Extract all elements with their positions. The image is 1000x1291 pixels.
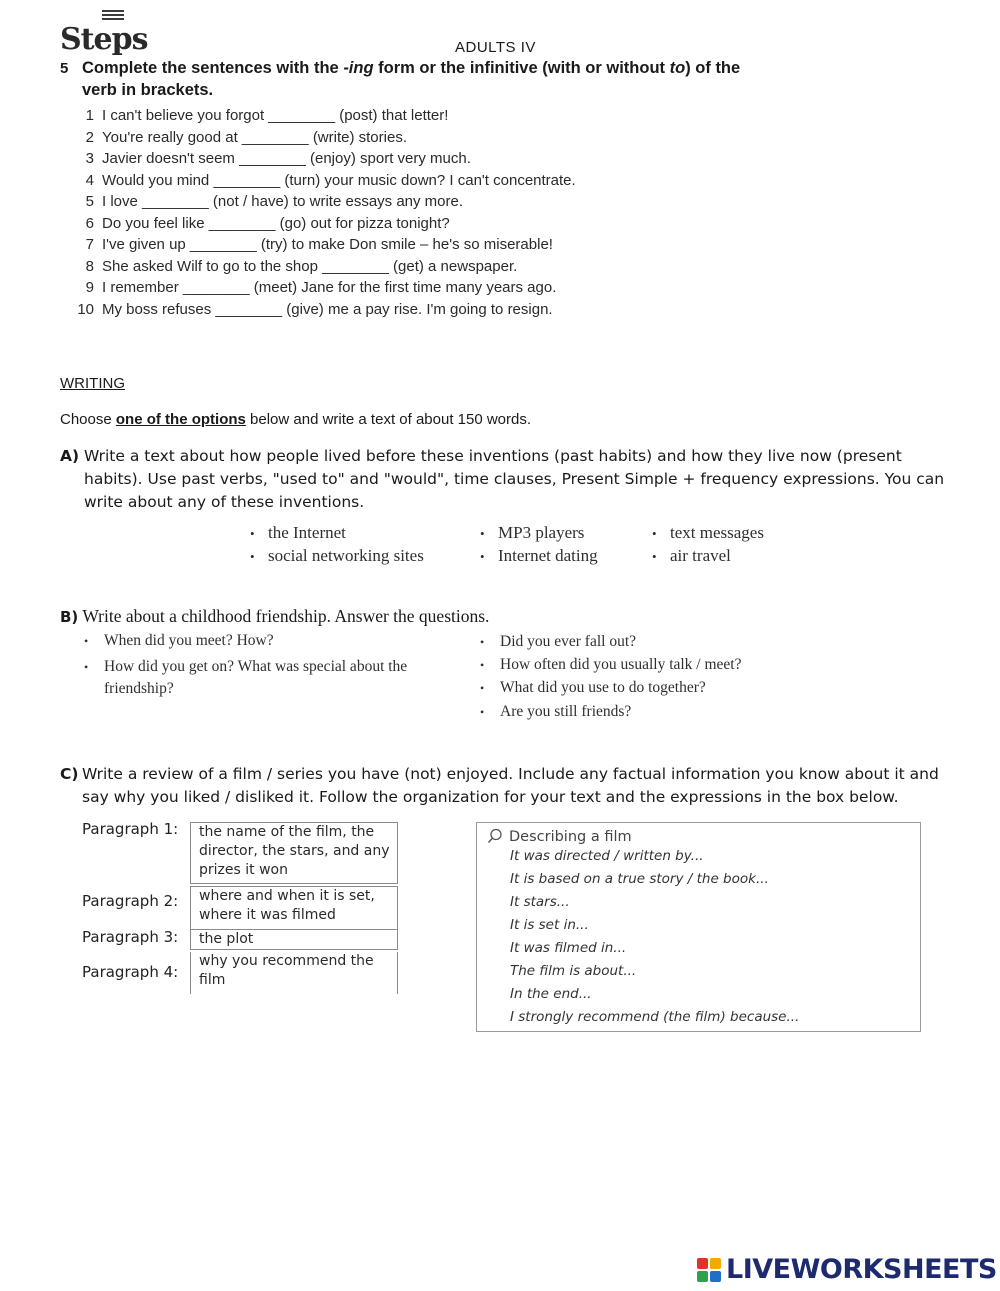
- paragraph-content: the name of the film, the director, the stars, and any prizes it won: [190, 822, 398, 884]
- question-item: • What did you use to do together?: [500, 679, 706, 697]
- invention-item: • text messages: [652, 523, 764, 543]
- option-c: [60, 763, 950, 809]
- sentence-list: [60, 107, 576, 322]
- writing-instructions: Choose one of the options below and write a text of about 150 words.: [60, 411, 532, 428]
- expression-item: It was directed / written by...: [510, 848, 704, 864]
- option-b-letter: B): [60, 608, 79, 626]
- option-c-text: Write a review of a film / series you have (not) enjoyed. Include any factual information you know about it and say why you liked / disliked it. Follow the organization for your text and the expressions in the box below.: [82, 765, 939, 806]
- option-a-letter: A): [60, 447, 80, 465]
- invention-item: • the Internet: [250, 523, 346, 543]
- paragraph-content: where and when it is set, where it was filmed: [190, 886, 398, 930]
- logo-square-red: [697, 1258, 708, 1269]
- option-a: [60, 445, 950, 514]
- sentence-text: I can't believe you forgot ________ (post) that letter!: [102, 107, 449, 124]
- question-item: • Did you ever fall out?: [500, 633, 636, 651]
- sentence-number: 10: [77, 300, 94, 318]
- sentence-number: 4: [85, 171, 94, 189]
- sentence-item: [60, 107, 576, 129]
- describing-film-box: [476, 822, 921, 1032]
- exercise-number: 5: [60, 60, 69, 77]
- sentence-text: My boss refuses ________ (give) me a pay rise. I'm going to resign.: [102, 300, 553, 318]
- logo-square-blue: [710, 1271, 721, 1282]
- sentence-number: 8: [85, 257, 94, 275]
- option-a-text: Write a text about how people lived before these inventions (past habits) and how they live now (present habits). Use past verbs, "used to" and "would", time clauses, Present Simple + frequency expressions. You can write about any of these inventions.: [84, 447, 945, 511]
- option-c-letter: C): [60, 765, 79, 783]
- describing-film-title: Describing a film: [487, 828, 632, 845]
- sentence-item: [60, 215, 576, 237]
- paragraph-label: Paragraph 3:: [82, 928, 179, 946]
- sentence-number: 2: [85, 128, 94, 146]
- option-a-text-row: [60, 445, 950, 514]
- question-item: • How often did you usually talk / meet?: [500, 656, 742, 674]
- writing-heading: WRITING: [60, 375, 125, 392]
- logo-text: Steps: [60, 22, 148, 57]
- sentence-item: [60, 172, 576, 194]
- paragraph-label: Paragraph 4:: [82, 963, 179, 981]
- logo-square-yellow: [710, 1258, 721, 1269]
- sentence-number: 5: [85, 193, 94, 210]
- invention-item: • Internet dating: [480, 546, 598, 566]
- logo-square-green: [697, 1271, 708, 1282]
- question-item: • How did you get on? What was special about the friendship?: [104, 656, 449, 699]
- sentence-item: [60, 279, 576, 301]
- expression-item: It was filmed in...: [510, 940, 627, 956]
- sentence-text: She asked Wilf to go to the shop ________ (get) a newspaper.: [102, 257, 518, 275]
- sentence-number: 6: [85, 214, 94, 232]
- sentence-item: [60, 193, 576, 215]
- sentence-text: You're really good at ________ (write) stories.: [102, 128, 407, 146]
- sentence-text: I love ________ (not / have) to write essays any more.: [102, 193, 464, 210]
- liveworksheets-icon: [697, 1258, 721, 1282]
- expression-item: In the end...: [510, 986, 592, 1002]
- option-c-text-row: [60, 763, 950, 809]
- sentence-text: I've given up ________ (try) to make Don smile – he's so miserable!: [102, 236, 553, 253]
- sentence-number: 7: [85, 236, 94, 253]
- expression-item: The film is about...: [510, 963, 637, 979]
- invention-item: • social networking sites: [250, 546, 424, 566]
- question-item: • Are you still friends?: [500, 703, 631, 721]
- option-b: [60, 606, 489, 627]
- magnifier-icon: [487, 828, 503, 844]
- steps-logo: [60, 10, 155, 55]
- sentence-item: [60, 258, 576, 280]
- logo-lines: [102, 10, 124, 22]
- sentence-item: [60, 236, 576, 258]
- sentence-item: [60, 301, 576, 323]
- paragraph-label: Paragraph 2:: [82, 892, 179, 910]
- sentence-number: 1: [85, 107, 94, 124]
- paragraph-content: the plot: [190, 929, 398, 950]
- sentence-text: I remember ________ (meet) Jane for the first time many years ago.: [102, 279, 557, 296]
- sentence-item: [60, 129, 576, 151]
- paragraph-label: Paragraph 1:: [82, 820, 179, 838]
- sentence-number: 3: [85, 150, 94, 167]
- invention-item: • air travel: [652, 546, 731, 566]
- sentence-number: 9: [85, 279, 94, 296]
- option-b-text: Write about a childhood friendship. Answer the questions.: [82, 606, 490, 626]
- sentence-text: Do you feel like ________ (go) out for pizza tonight?: [102, 214, 450, 232]
- expression-item: I strongly recommend (the film) because...: [510, 1009, 800, 1025]
- sentence-text: Would you mind ________ (turn) your music down? I can't concentrate.: [102, 171, 576, 189]
- invention-item: • MP3 players: [480, 523, 584, 543]
- sentence-item: [60, 150, 576, 172]
- expression-item: It is set in...: [510, 917, 589, 933]
- level-label: ADULTS IV: [455, 39, 536, 56]
- question-item: • When did you meet? How?: [104, 632, 449, 650]
- expression-item: It is based on a true story / the book...: [510, 871, 769, 887]
- liveworksheets-brand: LIVEWORKSHEETS: [726, 1254, 997, 1285]
- exercise-instructions: Complete the sentences with the -ing form or the infinitive (with or without to) of the verb in brackets.: [82, 59, 741, 99]
- sentence-text: Javier doesn't seem ________ (enjoy) sport very much.: [102, 150, 471, 167]
- paragraph-content: why you recommend the film: [190, 952, 398, 994]
- expression-item: It stars...: [510, 894, 570, 910]
